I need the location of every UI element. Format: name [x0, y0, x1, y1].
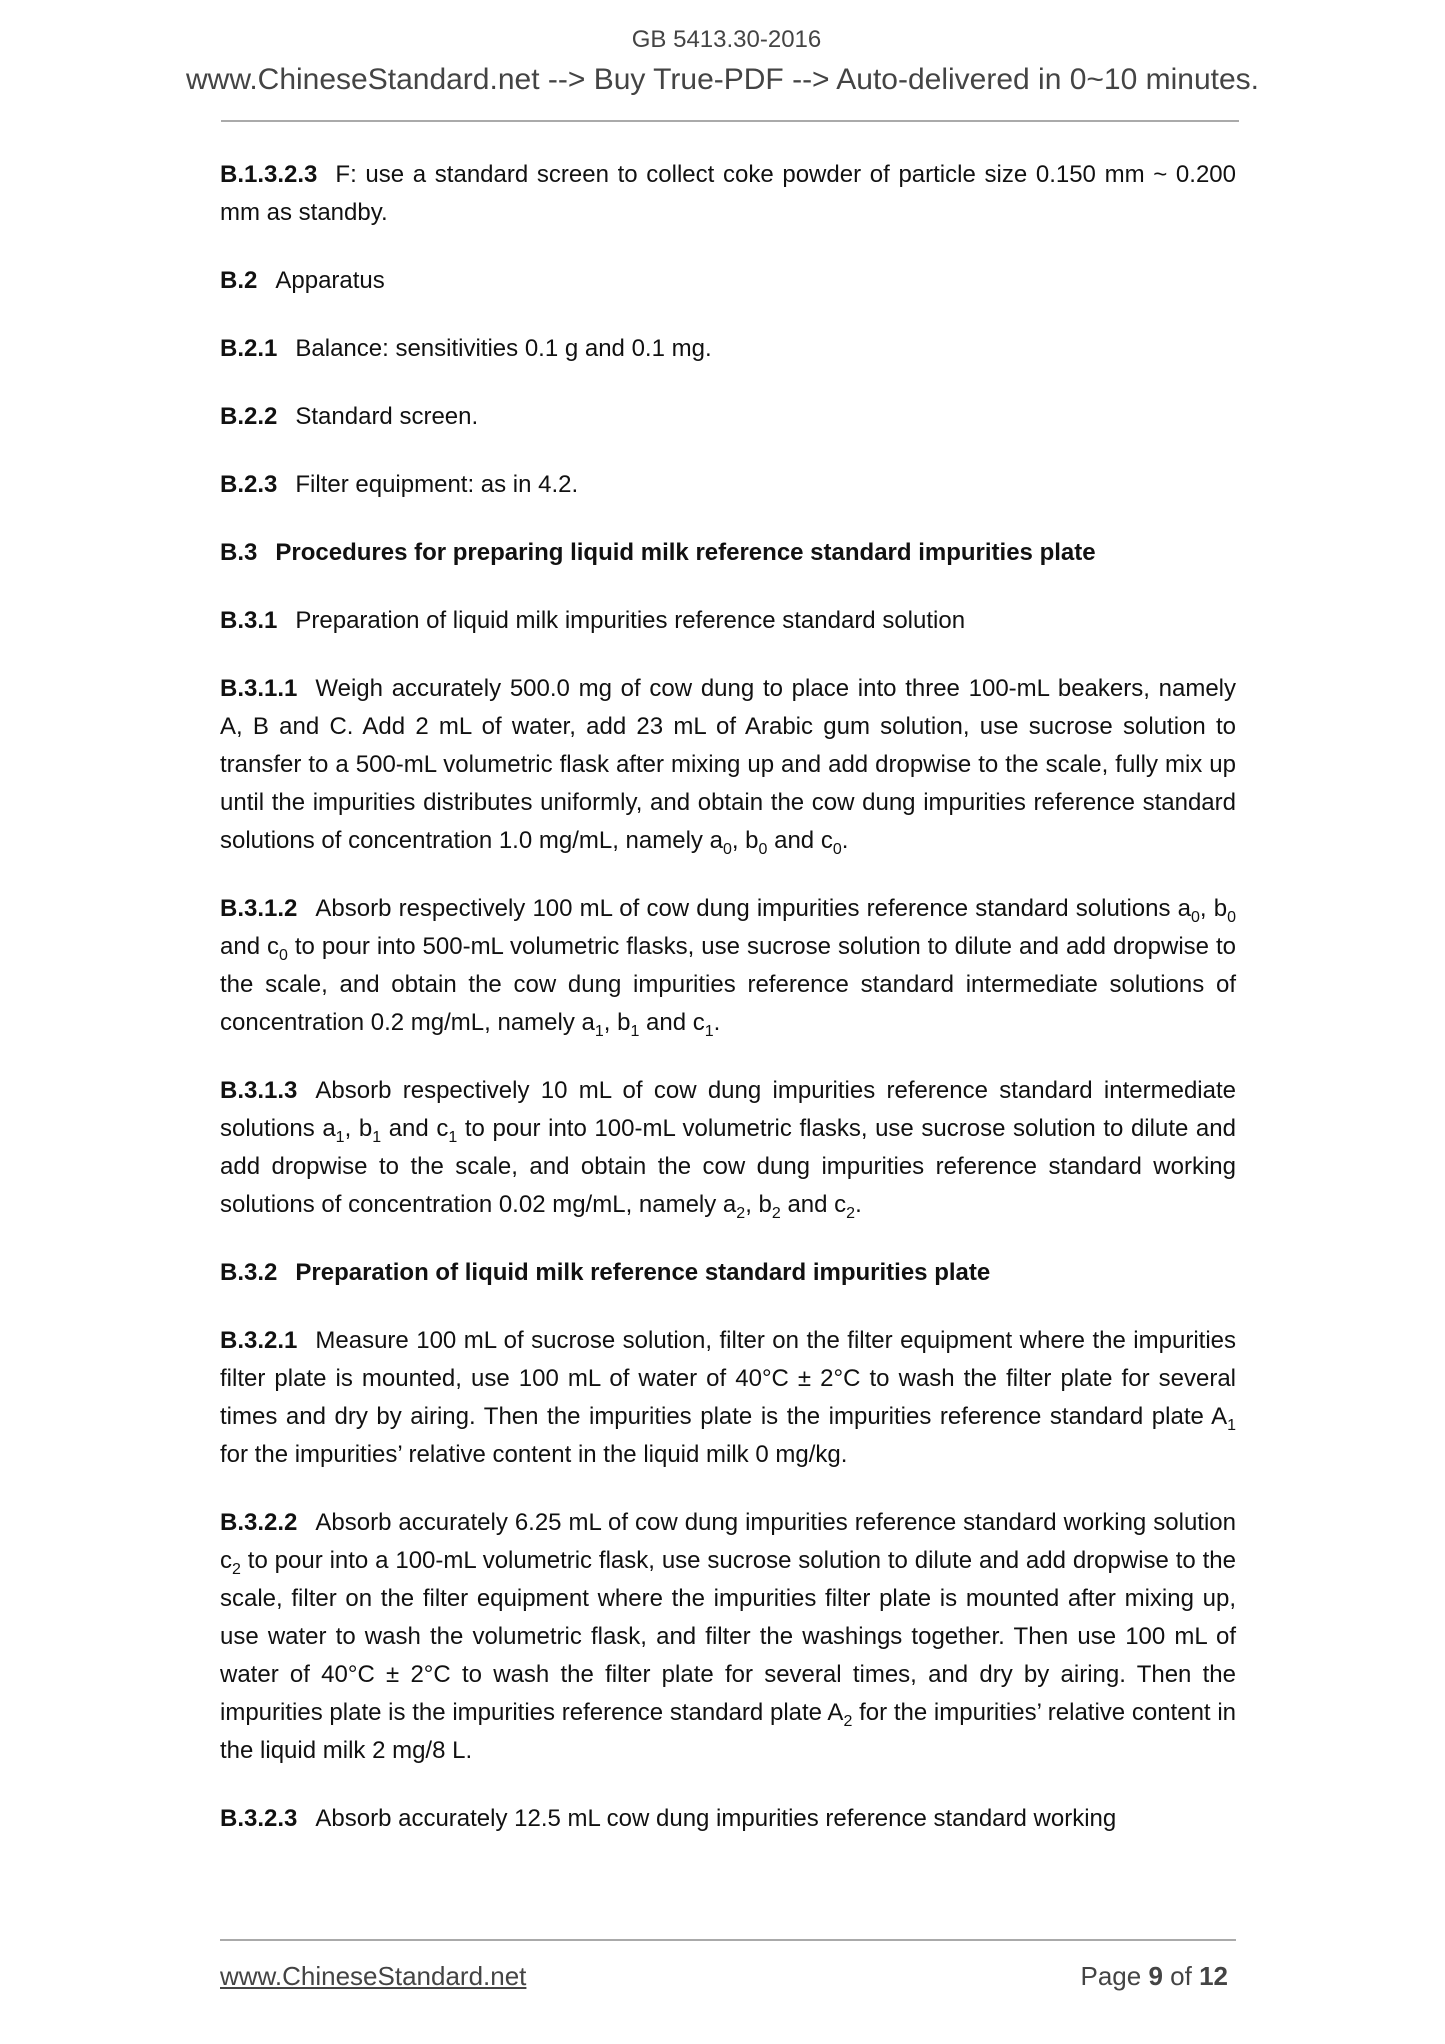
text-run: .: [841, 827, 849, 854]
section-paragraph: [220, 1800, 1236, 1838]
text-run: and c: [639, 1009, 705, 1036]
text-run: Absorb respectively 100 mL of cow dung impurities reference standard solutions a: [315, 895, 1192, 922]
subscript: 2: [843, 1712, 853, 1730]
header-banner[interactable]: www.ChineseStandard.net --> Buy True-PDF --> Auto-delivered in 0~10 minutes.: [185, 63, 1260, 96]
section-text: [275, 539, 1095, 566]
text-run: Filter equipment: as in 4.2.: [295, 471, 579, 498]
text-run: to pour into 100-mL volumetric flasks, use sucrose solution to dilute and add dropwise to the scale, and obtain the cow dung impurities reference standard working solutions of concentration 0.02 mg/mL, namely a: [220, 1115, 1236, 1218]
text-run: Weigh accurately 500.0 mg of cow dung to place into three 100-mL beakers, namely A, B and C. Add 2 mL of water, add 23 mL of Arabic gum solution, use sucrose solution to transfer to a 500-mL volumetric flask after mixing up and add dropwise to the scale, fully mix up until the impurities distributes uniformly, and obtain the cow dung impurities reference standard solutions of concentration 1.0 mg/mL, namely a: [220, 675, 1236, 854]
text-run: Absorb respectively 10 mL of cow dung impurities reference standard intermediate solutions a: [220, 1077, 1236, 1142]
total-pages: 12: [1199, 1961, 1228, 1991]
section-text: [295, 335, 711, 362]
subscript: 1: [335, 1128, 345, 1146]
subscript: 1: [1227, 1416, 1236, 1434]
section-number: B.3: [220, 539, 258, 566]
section-text: [295, 1259, 990, 1286]
section-paragraph: [220, 670, 1236, 860]
section-number: B.3.2.2: [220, 1509, 298, 1536]
text-run: for the impurities’ relative content in the liquid milk 0 mg/kg.: [220, 1441, 848, 1468]
subscript: 1: [704, 1022, 714, 1040]
section-text: [220, 675, 1236, 858]
text-run: .: [713, 1009, 721, 1036]
current-page: 9: [1148, 1961, 1163, 1991]
section-paragraph: [220, 466, 1236, 504]
subscript: 0: [832, 840, 842, 858]
subscript: 2: [232, 1560, 241, 1578]
footer-divider: [220, 1939, 1236, 1941]
section-number: B.2: [220, 267, 258, 294]
section-paragraph: [220, 1322, 1236, 1474]
header-divider: [221, 120, 1239, 122]
text-run: for the impurities’ relative content in the liquid milk 2 mg/8 L.: [220, 1699, 1236, 1764]
text-run: to pour into a 100-mL volumetric flask, use sucrose solution to dilute and add dropwise to the scale, filter on the filter equipment where the impurities filter plate is mounted after mixing up, use water to wash the volumetric flask, and filter the washings together. Then use 100 mL of water of 40°C ± 2°C to wash the filter plate for several times, and dry by airing. Then the impurities plate is the impurities reference standard plate A: [220, 1547, 1236, 1726]
section-paragraph: [220, 1254, 1236, 1292]
section-paragraph: [220, 1072, 1236, 1224]
subscript: 0: [279, 946, 288, 964]
subscript: 0: [722, 840, 732, 858]
subscript: 0: [758, 840, 768, 858]
text-run: and c: [220, 933, 280, 960]
text-run: and c: [780, 1191, 847, 1218]
section-number: B.1.3.2.3: [220, 161, 318, 188]
text-run: F: use a standard screen to collect coke powder of particle size 0.150 mm ~ 0.200 mm as standby.: [220, 161, 1236, 226]
section-paragraph: [220, 602, 1236, 640]
text-run: Measure 100 mL of sucrose solution, filter on the filter equipment where the impurities filter plate is mounted, use 100 mL of water of 40°C ± 2°C to wash the filter plate for several times and dry by airing. Then the impurities plate is the impurities reference standard plate A: [220, 1327, 1236, 1430]
document-body: [220, 156, 1236, 1868]
section-paragraph: [220, 890, 1236, 1042]
section-text: [220, 1327, 1236, 1468]
section-number: B.2.2: [220, 403, 278, 430]
subscript: 1: [594, 1022, 604, 1040]
text-run: and c: [381, 1115, 449, 1142]
section-number: B.3.1.3: [220, 1077, 298, 1104]
section-text: [275, 267, 384, 294]
section-text: [220, 1077, 1236, 1222]
section-text: [220, 895, 1237, 1040]
subscript: 0: [1191, 908, 1200, 926]
subscript: 2: [771, 1204, 781, 1222]
text-run: Balance: sensitivities 0.1 g and 0.1 mg.: [295, 335, 712, 362]
section-text: [220, 161, 1236, 226]
text-run: to pour into 500-mL volumetric flasks, use sucrose solution to dilute and add dropwise to the scale, and obtain the cow dung impurities reference standard intermediate solutions of concentration 0.2 mg/mL, namely a: [220, 933, 1236, 1036]
section-paragraph: [220, 156, 1236, 232]
section-paragraph: [220, 1504, 1236, 1770]
text-run: and c: [767, 827, 833, 854]
section-number: B.3.2.1: [220, 1327, 298, 1354]
subscript: 1: [448, 1128, 458, 1146]
section-paragraph: [220, 398, 1236, 436]
text-run: , b: [731, 827, 759, 854]
section-number: B.3.2.3: [220, 1805, 298, 1832]
text-run: Preparation of liquid milk reference standard impurities plate: [295, 1259, 991, 1286]
document-id: GB 5413.30-2016: [631, 26, 822, 53]
section-number: B.3.1: [220, 607, 278, 634]
section-number: B.2.3: [220, 471, 278, 498]
text-run: Absorb accurately 6.25 mL of cow dung impurities reference standard working solution c: [220, 1509, 1236, 1574]
section-text: [295, 403, 478, 430]
subscript: 1: [372, 1128, 382, 1146]
section-number: B.3.1.2: [220, 895, 298, 922]
section-number: B.3.1.1: [220, 675, 298, 702]
text-run: , b: [1199, 895, 1228, 922]
section-text: [295, 471, 578, 498]
page-number: [1080, 1961, 1228, 1992]
footer-link[interactable]: www.ChineseStandard.net: [220, 1961, 527, 1991]
text-run: Standard screen.: [295, 403, 479, 430]
section-paragraph: [220, 330, 1236, 368]
section-paragraph: [220, 262, 1236, 300]
subscript: 2: [846, 1204, 856, 1222]
section-text: [295, 607, 965, 634]
section-text: [220, 1509, 1236, 1764]
subscript: 0: [1227, 908, 1237, 926]
page-label: Page: [1080, 1961, 1142, 1991]
text-run: .: [855, 1191, 862, 1218]
text-run: , b: [344, 1115, 373, 1142]
of-label: of: [1170, 1961, 1192, 1991]
text-run: Procedures for preparing liquid milk reference standard impurities plate: [275, 539, 1096, 566]
section-number: B.2.1: [220, 335, 278, 362]
text-run: , b: [603, 1009, 631, 1036]
text-run: Apparatus: [275, 267, 385, 294]
subscript: 2: [736, 1204, 746, 1222]
text-run: , b: [745, 1191, 772, 1218]
subscript: 1: [630, 1022, 640, 1040]
text-run: Absorb accurately 12.5 mL cow dung impurities reference standard working: [315, 1805, 1117, 1832]
section-paragraph: [220, 534, 1236, 572]
section-text: [315, 1805, 1116, 1832]
section-number: B.3.2: [220, 1259, 278, 1286]
text-run: Preparation of liquid milk impurities reference standard solution: [295, 607, 966, 634]
